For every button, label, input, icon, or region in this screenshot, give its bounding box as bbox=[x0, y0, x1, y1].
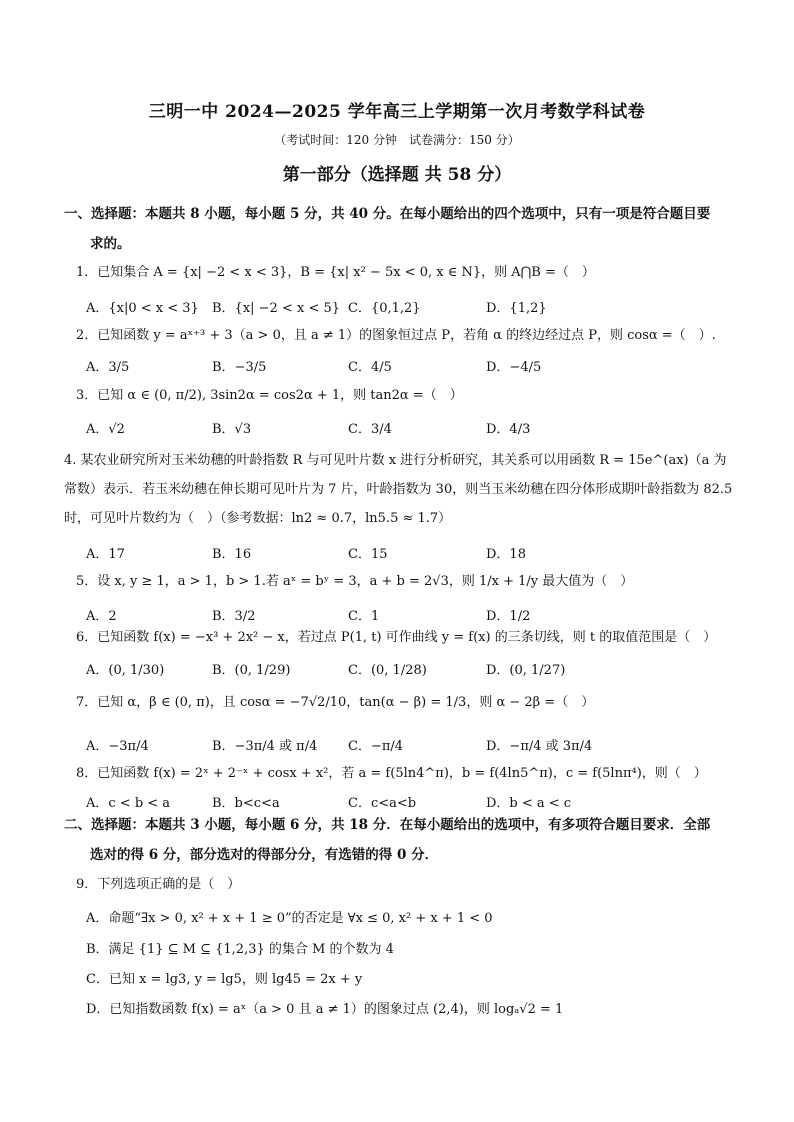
q3-option-b: B．√3 bbox=[212, 422, 252, 437]
q8-option-c: C．c<a<b bbox=[348, 796, 417, 811]
q9-statement-c: C．已知 x = lg3, y = lg5，则 lg45 = 2x + y bbox=[86, 972, 363, 987]
question-3-stem: 3．已知 α ∈ (0, π/2), 3sin2α = cos2α + 1，则 tan2α =（ ） bbox=[76, 388, 463, 403]
exam-subtitle: （考试时间：120 分钟 试卷满分：150 分） bbox=[274, 133, 520, 147]
q3-option-c: C．3/4 bbox=[348, 422, 392, 437]
q1-option-d: D．{1,2} bbox=[486, 301, 547, 316]
q4-option-c: C．15 bbox=[348, 547, 388, 562]
question-2-stem: 2．已知函数 y = aˣ⁺³ + 3（a > 0，且 a ≠ 1）的图象恒过点 P，若角 α 的终边经过点 P，则 cosα =（ ）. bbox=[76, 328, 716, 343]
q4-option-b: B．16 bbox=[212, 547, 252, 562]
q8-option-b: B．b<c<a bbox=[212, 796, 280, 811]
q2-option-b: B．−3/5 bbox=[212, 360, 267, 375]
q8-option-d: D．b < a < c bbox=[486, 796, 572, 811]
question-7-stem: 7．已知 α，β ∈ (0, π)，且 cosα = −7√2/10，tan(α − β) = 1/3，则 α − 2β =（ ） bbox=[76, 695, 595, 710]
section-one-line2: 求的。 bbox=[90, 236, 131, 252]
q6-option-d: D．(0, 1/27) bbox=[486, 663, 566, 678]
q6-option-a: A．(0, 1/30) bbox=[86, 663, 165, 678]
question-1-stem: 1．已知集合 A = {x| −2 < x < 3}，B = {x| x² − 5x < 0, x ∈ N}，则 A⋂B =（ ） bbox=[76, 265, 595, 280]
part-heading: 第一部分（选择题 共 58 分） bbox=[282, 165, 512, 185]
section-two-line1: 二、选择题：本题共 3 小题，每小题 6 分，共 18 分．在每小题给出的选项中，有多项符合题目要求．全部 bbox=[64, 817, 711, 833]
q9-statement-d: D．已知指数函数 f(x) = aˣ（a > 0 且 a ≠ 1）的图象过点 (2,4)，则 logₐ√2 = 1 bbox=[86, 1002, 564, 1017]
question-4-stem: 4. 某农业研究所对玉米幼穗的叶龄指数 R 与可见叶片数 x 进行分析研究，其关系可以用函数 R = 15e^(ax)（a 为常数）表示．若玉米幼穗在伸长期可见叶片为 7 片，叶龄指数为 30，则当玉米幼穗在四分体形成期叶龄指数为 82.5 时，可见叶片数约为（ ）（参考数据：ln2 ≈ 0.7，ln5.5 ≈ 1.7） bbox=[64, 453, 733, 526]
q2-option-d: D．−4/5 bbox=[486, 360, 542, 375]
q6-option-b: B．(0, 1/29) bbox=[212, 663, 291, 678]
q2-option-c: C．4/5 bbox=[348, 360, 392, 375]
q2-option-a: A．3/5 bbox=[86, 360, 130, 375]
section-one-line1: 一、选择题：本题共 8 小题，每小题 5 分，共 40 分。在每小题给出的四个选项中，只有一项是符合题目要 bbox=[64, 206, 711, 222]
q4-option-d: D．18 bbox=[486, 547, 526, 562]
q9-statement-b: B．满足 {1} ⊆ M ⊆ {1,2,3} 的集合 M 的个数为 4 bbox=[86, 942, 394, 957]
exam-title: 三明一中 2024—2025 学年高三上学期第一次月考数学科试卷 bbox=[148, 102, 646, 122]
q3-option-d: D．4/3 bbox=[486, 422, 531, 437]
question-5-stem: 5．设 x, y ≥ 1，a > 1，b > 1.若 aˣ = bʸ = 3，a + b = 2√3，则 1/x + 1/y 最大值为（ ） bbox=[76, 574, 634, 589]
q7-option-d: D．−π/4 或 3π/4 bbox=[486, 739, 593, 754]
q7-option-c: C．−π/4 bbox=[348, 739, 404, 754]
q6-option-c: C．(0, 1/28) bbox=[348, 663, 427, 678]
q1-option-c: C．{0,1,2} bbox=[348, 301, 421, 316]
q1-option-b: B．{x| −2 < x < 5} bbox=[212, 301, 341, 316]
q3-option-a: A．√2 bbox=[86, 422, 125, 437]
section-two-line2: 选对的得 6 分，部分选对的得部分分，有选错的得 0 分． bbox=[90, 847, 439, 863]
q5-option-d: D．1/2 bbox=[486, 609, 531, 624]
question-8-stem: 8．已知函数 f(x) = 2ˣ + 2⁻ˣ + cosx + x²，若 a = f(5ln4^π)，b = f(4ln5^π)，c = f(5lnπ⁴)，则（ ） bbox=[76, 766, 707, 781]
question-6-stem: 6．已知函数 f(x) = −x³ + 2x² − x，若过点 P(1, t) 可作曲线 y = f(x) 的三条切线，则 t 的取值范围是（ ） bbox=[76, 630, 717, 645]
q7-option-a: A．−3π/4 bbox=[86, 739, 149, 754]
q8-option-a: A．c < b < a bbox=[86, 796, 171, 811]
section-two-instructions bbox=[64, 810, 734, 870]
question-9-stem: 9．下列选项正确的是（ ） bbox=[76, 877, 241, 892]
q7-option-b: B．−3π/4 或 π/4 bbox=[212, 739, 318, 754]
q4-option-a: A．17 bbox=[86, 547, 125, 562]
q9-statement-a: A．命题“∃x > 0, x² + x + 1 ≥ 0”的否定是 ∀x ≤ 0, x² + x + 1 < 0 bbox=[86, 911, 493, 926]
q5-option-c: C．1 bbox=[348, 609, 380, 624]
section-one-instructions bbox=[64, 199, 734, 259]
q5-option-b: B．3/2 bbox=[212, 609, 256, 624]
q1-option-a: A．{x|0 < x < 3} bbox=[86, 301, 199, 316]
q5-option-a: A．2 bbox=[86, 609, 117, 624]
